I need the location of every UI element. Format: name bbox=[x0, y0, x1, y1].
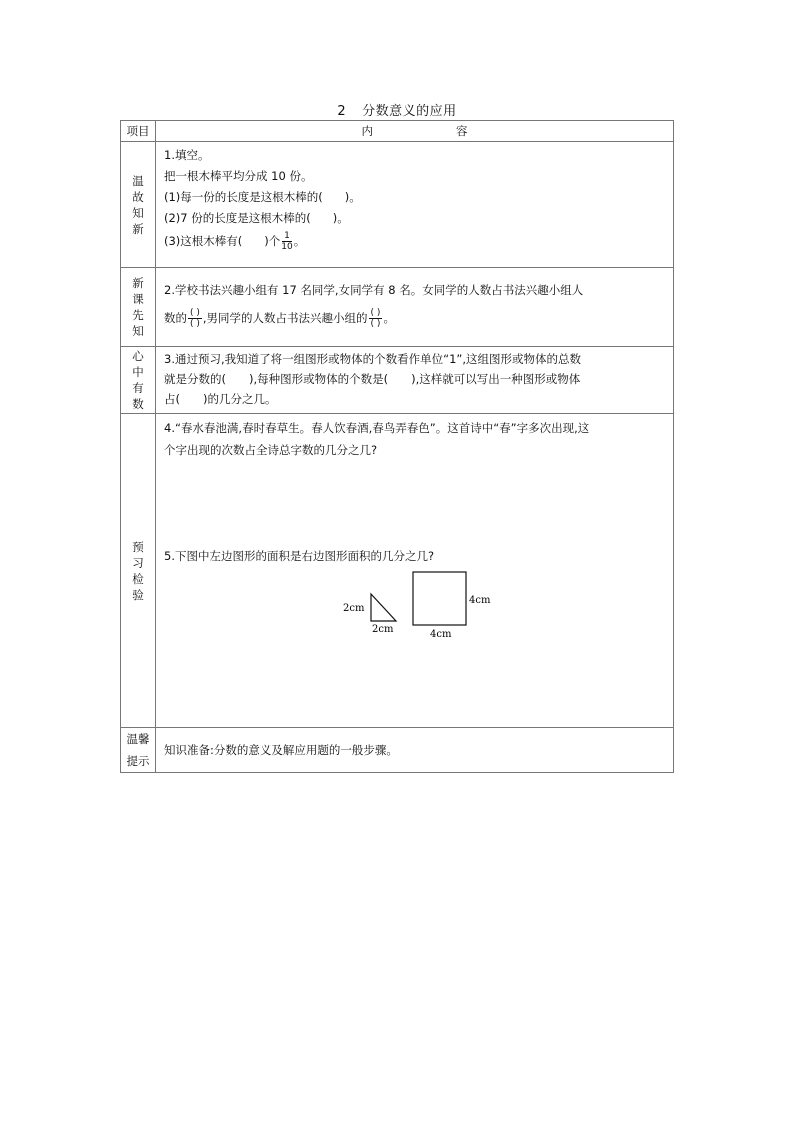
fraction-one-tenth: $\frac{1}{10}$ bbox=[281, 231, 293, 252]
section-check-side bbox=[121, 414, 156, 728]
q1-intro: 把一根木棒平均分成 10 份。 bbox=[164, 169, 313, 183]
header-item-label: 项目 bbox=[126, 124, 150, 138]
section-mind-content bbox=[156, 347, 674, 414]
section-check bbox=[121, 414, 674, 728]
section-tip-side bbox=[121, 728, 156, 773]
triangle-left-label: 2cm bbox=[343, 603, 365, 614]
section-tip bbox=[121, 728, 674, 773]
section-review-side bbox=[121, 142, 156, 268]
section-mind-label: 心中有数 bbox=[132, 349, 144, 411]
blank-fraction-2[interactable]: $\frac{( )}{( )}$ bbox=[370, 308, 381, 329]
header-item bbox=[121, 121, 156, 142]
worksheet-table bbox=[120, 120, 674, 773]
q1-item1: (1)每一份的长度是这根木棒的( )。 bbox=[164, 190, 361, 204]
triangle-shape bbox=[371, 594, 396, 621]
square-right-label: 4cm bbox=[469, 595, 491, 606]
section-tip-content bbox=[156, 728, 674, 773]
section-mind-side bbox=[121, 347, 156, 414]
section-mind bbox=[121, 347, 674, 414]
square-shape bbox=[413, 572, 466, 625]
title-text: 分数意义的应用 bbox=[362, 104, 457, 119]
title-number: 2 bbox=[337, 104, 347, 119]
section-review bbox=[121, 142, 674, 268]
section-tip-label: 温馨提示 bbox=[126, 732, 150, 768]
q1-title: 1.填空。 bbox=[164, 148, 210, 162]
q3-line1: 3.通过预习,我知道了将一组图形或物体的个数看作单位“1”,这组图形或物体的总数 bbox=[164, 352, 582, 366]
section-review-label: 温故知新 bbox=[132, 173, 144, 236]
section-review-content bbox=[156, 142, 674, 268]
q1-item3: (3)这根木棒有( )个 $\frac{1}{10}$ 。 bbox=[164, 231, 306, 252]
header-content bbox=[156, 121, 674, 142]
tip-text: 知识准备:分数的意义及解应用题的一般步骤。 bbox=[164, 742, 398, 757]
section-preview-label: 新课先知 bbox=[132, 276, 144, 338]
q5-figures bbox=[164, 567, 665, 639]
q3-line2: 就是分数的( ),每种图形或物体的个数是( ),这样就可以写出一种图形或物体 bbox=[164, 372, 581, 386]
section-preview bbox=[121, 268, 674, 347]
square-bottom-label: 4cm bbox=[430, 629, 452, 640]
q4-line1: 4.“春水春池满,春时春草生。春人饮春酒,春鸟弄春色”。这首诗中“春”字多次出现,这 bbox=[164, 421, 590, 435]
q4-answer-space bbox=[164, 461, 665, 545]
triangle-bottom-label: 2cm bbox=[372, 624, 394, 635]
header-content-label: 内 容 bbox=[361, 124, 488, 138]
q2-line1: 2.学校书法兴趣小组有 17 名同学,女同学有 8 名。女同学的人数占书法兴趣小组人 bbox=[164, 283, 584, 297]
section-preview-side bbox=[121, 268, 156, 347]
q3-line3: 占( )的几分之几。 bbox=[164, 392, 277, 406]
q2-line2: 数的 $\frac{( )}{( )}$ ,男同学的人数占书法兴趣小组的 $\frac{( )}{( )}$ 。 bbox=[164, 308, 395, 329]
q4-line2: 个字出现的次数占全诗总字数的几分之几? bbox=[164, 443, 378, 457]
page-title bbox=[0, 100, 794, 119]
header-row bbox=[121, 121, 674, 142]
q5-text: 5.下图中左边图形的面积是右边图形面积的几分之几? bbox=[164, 549, 435, 563]
section-check-label: 预习检验 bbox=[132, 539, 144, 602]
section-check-content bbox=[156, 414, 674, 728]
q1-item2: (2)7 份的长度是这根木棒的( )。 bbox=[164, 211, 349, 225]
q5-figure-svg bbox=[164, 567, 584, 647]
section-preview-content bbox=[156, 268, 674, 347]
blank-fraction-1[interactable]: $\frac{( )}{( )}$ bbox=[190, 308, 200, 329]
